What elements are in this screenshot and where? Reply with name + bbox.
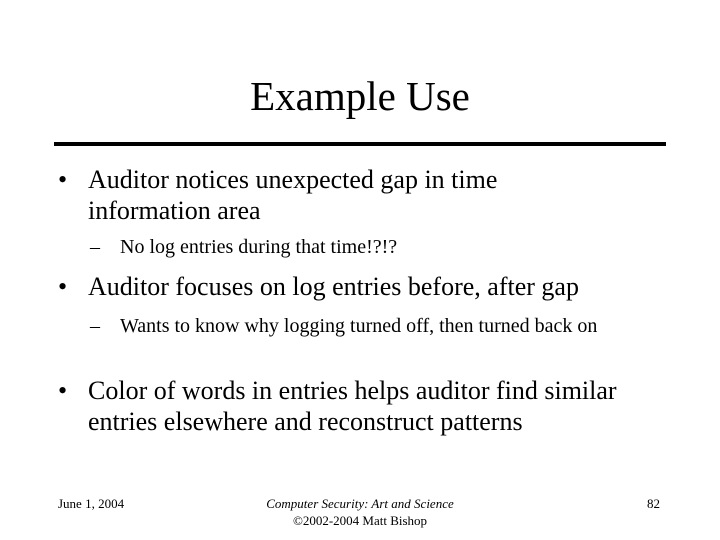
slide-title: Example Use	[250, 73, 470, 119]
sub-bullet-text: No log entries during that time!?!?	[120, 236, 398, 258]
bullet-text: Auditor focuses on log entries before, after gap	[88, 272, 579, 301]
bullet-marker: •	[58, 376, 68, 405]
footer-copyright: ©2002-2004 Matt Bishop	[292, 513, 428, 528]
bullet-item-1	[58, 164, 558, 226]
footer-date: June 1, 2004	[58, 496, 125, 511]
title-divider	[54, 142, 666, 146]
footer-credits	[200, 495, 520, 529]
sub-bullet-marker: –	[90, 236, 100, 258]
sub-bullet-text: Wants to know why logging turned off, then turned back on	[120, 315, 598, 337]
bullet-marker: •	[58, 165, 68, 194]
footer-course-title: Computer Security: Art and Science	[266, 496, 454, 511]
bullet-item-3	[58, 375, 678, 437]
sub-bullet-item-2	[90, 314, 630, 338]
sub-bullet-item-1	[90, 235, 630, 259]
bullet-text: Auditor notices unexpected gap in time information area	[88, 165, 498, 225]
bullet-text: Color of words in entries helps auditor find similar entries elsewhere and reconstruct patterns	[88, 376, 617, 436]
bullet-marker: •	[58, 272, 68, 301]
page-number: 82	[647, 496, 660, 511]
bullet-item-2	[58, 271, 658, 302]
sub-bullet-marker: –	[90, 315, 100, 337]
